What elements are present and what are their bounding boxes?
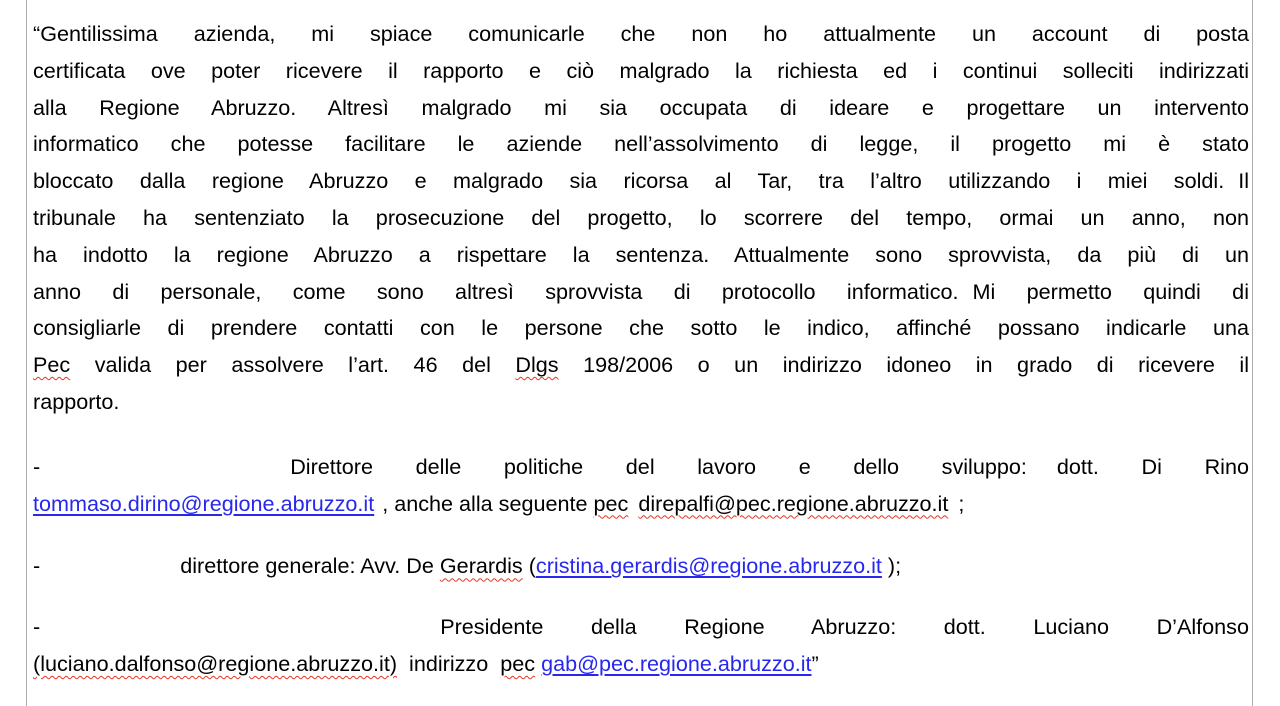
misspelled-text: (luciano.dalfonso@regione.abruzzo.it) [33, 650, 398, 676]
text-run: - [33, 553, 41, 579]
text-run: certificata ove poter ricevere il rapporto e ciò malgrado la richiesta ed i continui solleciti indirizzati [33, 57, 1249, 83]
tab-spacer [959, 298, 973, 299]
text-line [33, 53, 1249, 90]
page-left-margin-line [26, 0, 27, 706]
email-link[interactable]: cristina.gerardis@regione.abruzzo.it [535, 553, 882, 579]
text-run: alla Regione Abruzzo. Altresì malgrado mi sia occupata di ideare e progettare un intervento [33, 94, 1249, 120]
tab-spacer [1027, 473, 1057, 474]
text-run: informatico che potesse facilitare le aziende nell’assolvimento di legge, il progetto mi è stato [33, 131, 1249, 157]
misspelled-text: Dlgs [515, 352, 559, 378]
tab-spacer [40, 473, 290, 474]
tab-spacer [488, 670, 500, 671]
tab-spacer [40, 633, 440, 634]
tab-spacer [948, 510, 958, 511]
contact-item-direttore-politiche [33, 449, 1249, 523]
text-line [33, 609, 1249, 646]
text-run: consigliarle di prendere contatti con le persone che sotto le indico, affinché possano indicarle una [33, 315, 1249, 341]
text-run: , anche alla seguente [382, 490, 594, 516]
text-run: “Gentilissima azienda, mi spiace comunicarle che non ho attualmente un account di posta [33, 21, 1249, 46]
text-run: Direttore delle politiche del lavoro e dello sviluppo: [290, 453, 1027, 479]
text-run: direttore generale: Avv. De [180, 553, 440, 579]
text-run: Presidente della Regione Abruzzo: dott. Luciano D’Alfonso [440, 614, 1249, 640]
contact-item-direttore-generale [33, 548, 1249, 585]
text-run: 198/2006 o un indirizzo idoneo in grado di ricevere il [558, 352, 1249, 378]
text-line [33, 90, 1249, 127]
text-run: ” [811, 650, 819, 676]
text-line [33, 384, 1249, 421]
text-run: anno di personale, come sono altresì sprovvista di protocollo informatico. [33, 278, 959, 304]
text-run: dott. Di Rino [1056, 453, 1249, 479]
text-line [33, 310, 1249, 347]
text-line [33, 126, 1249, 163]
email-link[interactable]: tommaso.dirino@regione.abruzzo.it [33, 490, 375, 516]
text-run: rapporto. [33, 388, 120, 414]
text-line [33, 486, 1249, 523]
misspelled-text: pec [500, 650, 536, 676]
document-page [33, 16, 1249, 683]
text-run: valida per assolvere l’art. 46 del [70, 352, 516, 378]
text-run: - [33, 453, 41, 479]
tab-spacer [374, 510, 382, 511]
text-line [33, 163, 1249, 200]
tab-spacer [628, 510, 638, 511]
tab-spacer [397, 670, 409, 671]
text-line [33, 646, 1249, 683]
text-run: indirizzo [409, 650, 489, 676]
text-line [33, 16, 1249, 53]
text-line [33, 237, 1249, 274]
text-run: ( [522, 553, 536, 579]
misspelled-text: Gerardis [439, 553, 523, 579]
contact-item-presidente [33, 609, 1249, 683]
text-line [33, 449, 1249, 486]
misspelled-text: pec [593, 490, 629, 516]
email-link[interactable]: gab@pec.regione.abruzzo.it [541, 650, 812, 676]
text-run: tribunale ha sentenziato la prosecuzione del progetto, lo scorrere del tempo, ormai un anno, non [33, 204, 1249, 230]
text-run: ha indotto la regione Abruzzo a rispettare la sentenza. Attualmente sono sprovvista, da più di un [33, 241, 1249, 267]
misspelled-text: direpalfi@pec.regione.abruzzo.it [638, 490, 949, 516]
letter-body-paragraph [33, 16, 1249, 421]
text-run: bloccato dalla regione Abruzzo e malgrado sia ricorsa al Tar, tra l’altro utilizzando i miei soldi. [33, 168, 1225, 194]
text-run: Mi permetto quindi di [972, 278, 1249, 304]
text-line [33, 274, 1249, 311]
text-line [33, 347, 1249, 384]
text-line [33, 548, 1249, 585]
misspelled-text: Pec [33, 352, 71, 378]
text-run: - [33, 614, 41, 640]
text-line [33, 200, 1249, 237]
text-run: Il [1238, 168, 1249, 194]
tab-spacer [1224, 187, 1238, 188]
text-run: ; [958, 490, 965, 516]
text-run: ); [881, 553, 902, 579]
page-right-margin-line [1252, 0, 1253, 706]
tab-spacer [40, 572, 180, 573]
